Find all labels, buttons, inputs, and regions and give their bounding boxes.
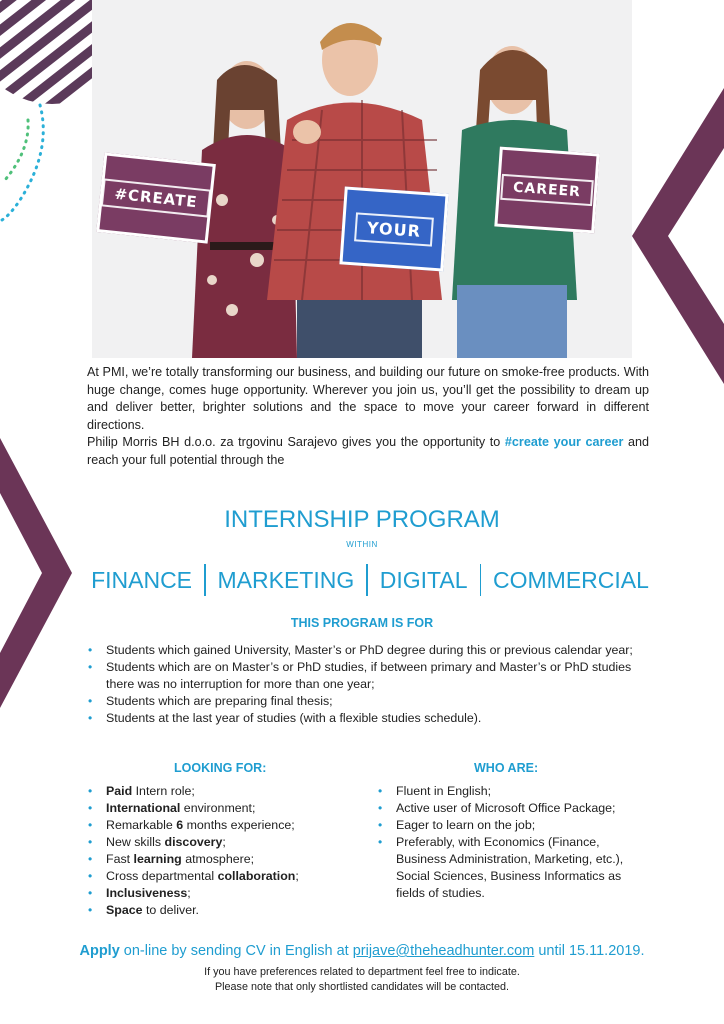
intro-p2-before: Philip Morris BH d.o.o. za trgovinu Sarajevo gives you the opportunity to [87,435,505,449]
intro-paragraph-1: At PMI, we’re totally transforming our business, and building our future on smoke-free products. With huge change, comes huge opportunity. Wherever you join us, you’ll get the possibility to dream up and deliver better, brighter solutions and the space to move your career forward in different directions. [87,365,649,432]
intro-p2-after: and reach your full potential through the [87,435,649,467]
list-item [88,783,358,800]
sign-your-text: YOUR [354,212,434,246]
item-bold: Space [106,903,143,917]
list-item [88,885,358,902]
who-are-heading: WHO ARE: [474,761,539,775]
departments-row [90,562,650,598]
item-bold: learning [133,852,182,866]
looking-for-heading: LOOKING FOR: [174,761,267,775]
who-are-list [378,783,648,902]
list-item [88,800,358,817]
sign-career [494,147,599,234]
sign-create-text: #CREATE [101,178,211,217]
right-chevron-graphic [628,88,724,388]
department-divider [366,564,368,596]
list-item [88,851,358,868]
item-text: environment; [180,801,256,815]
sign-create [96,152,216,243]
list-item [88,817,358,834]
list-item [88,868,358,885]
department-digital: DIGITAL [379,566,468,593]
list-item: • Preferably, with Economics (Finance, Business Administration, Marketing, etc.), Social Sciences, Business Informatics as fields of studies. [378,834,648,902]
sign-career-text: CAREER [500,174,593,206]
left-chevron-graphic [0,438,80,708]
item-bold: 6 [176,818,184,832]
item-bold: International [106,801,181,815]
intro-hashtag: #create your career [504,435,624,449]
apply-label: Apply [79,943,120,959]
item-pre: Fast [106,852,134,866]
item-bold: collaboration [217,869,296,883]
list-item [88,834,358,851]
list-item: • Students which are preparing final thesis; [88,693,633,710]
list-item: • Active user of Microsoft Office Package; [378,800,648,817]
item-pre: Cross departmental [106,869,218,883]
item-pre: Remarkable [106,818,177,832]
footer-note-2: Please note that only shortlisted candidates will be contacted. [214,981,510,993]
department-marketing: MARKETING [217,566,355,593]
department-divider [204,564,206,596]
list-item [88,902,358,919]
item-text: to deliver. [142,903,199,917]
item-text: Intern role; [132,784,195,798]
list-item: • Students which are on Master’s or PhD studies, if between primary and Master’s or PhD studies there was no interruption for more than one year; [88,659,633,693]
list-item: • Fluent in English; [378,783,648,800]
department-commercial: COMMERCIAL [493,566,649,593]
item-text: atmosphere; [181,852,255,866]
item-bold: Paid [106,784,133,798]
department-divider [480,564,482,596]
program-title: INTERNSHIP PROGRAM [224,506,500,533]
department-finance: FINANCE [91,566,193,593]
item-text: ; [222,835,226,849]
item-text: ; [187,886,191,900]
item-bold: discovery [164,835,223,849]
item-pre: New skills [106,835,165,849]
item-bold: Inclusiveness [106,886,188,900]
program-within: WITHIN [346,540,378,549]
list-item: • Students which gained University, Master’s or PhD degree during this or previous calendar year; [88,642,633,659]
list-item: • Students at the last year of studies (with a flexible studies schedule). [88,710,633,727]
program-for-list [88,642,633,727]
apply-line [0,943,724,959]
intro-paragraph-2 [87,434,649,469]
list-item: • Eager to learn on the job; [378,817,648,834]
apply-email-link[interactable]: prijave@theheadhunter.com [352,943,535,959]
intro-text [87,364,649,469]
footer-note-1: If you have preferences related to department feel free to indicate. [204,966,520,978]
item-text: months experience; [183,818,295,832]
apply-text-2: until 15.11.2019. [534,943,645,959]
item-text: ; [295,869,299,883]
looking-for-list [88,783,358,919]
sign-your [339,186,448,271]
hero-photo [92,0,632,358]
program-for-heading: THIS PROGRAM IS FOR [290,616,434,630]
apply-text-1: on-line by sending CV in English at [119,943,353,959]
